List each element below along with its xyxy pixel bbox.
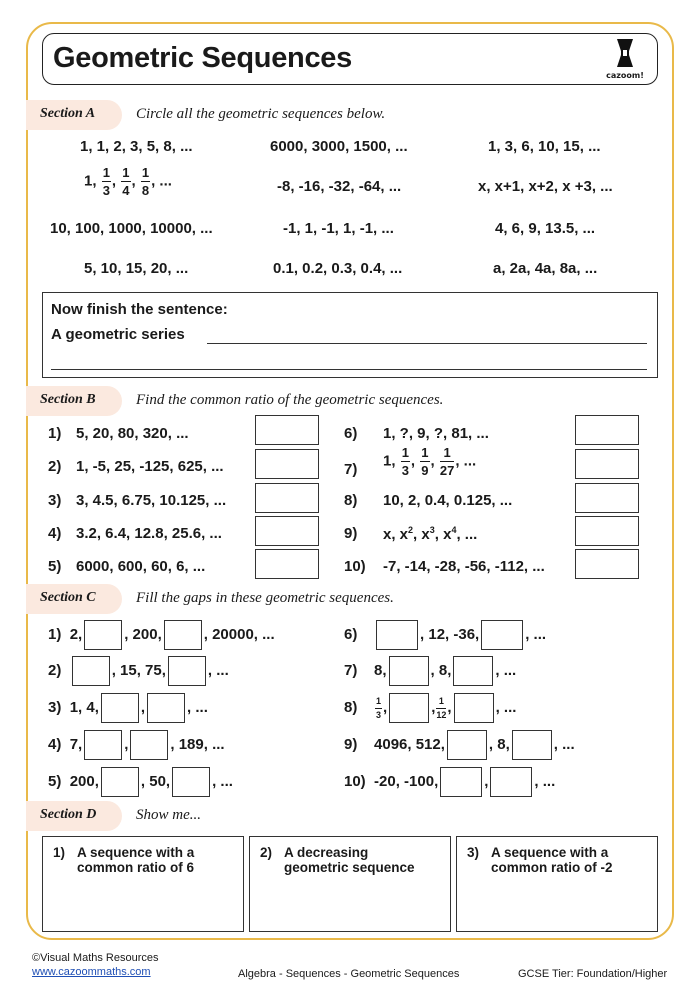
page-border <box>26 22 674 940</box>
section-a-label: Section A <box>40 106 96 121</box>
gap-box[interactable] <box>389 693 429 723</box>
c-q10: 10) -20, -100, , , ... <box>344 767 555 797</box>
seq-a-4-2: 0.1, 0.2, 0.3, 0.4, ... <box>273 260 403 277</box>
b-q8-number: 8) <box>344 492 358 509</box>
gap-box[interactable] <box>453 656 493 686</box>
gap-box[interactable] <box>84 730 122 760</box>
b-q9-sequence: x, $x^2$, $x^3$, $x^4$, ... <box>383 525 478 543</box>
b-q7-sequence: 1, $\frac{1}{3}$ , $\frac{1}{9}$ , $\frac{1}{27}$ , ... <box>383 445 477 478</box>
c-q7: 7) 8, , 8, , ... <box>344 656 516 686</box>
seq-a-4-3: a, 2a, 4a, 8a, ... <box>493 260 598 277</box>
fraction: $\frac{1}{9}$ <box>421 445 429 478</box>
b-q3-answer-box[interactable] <box>255 483 319 513</box>
seq-a-2-2: -8, -16, -32, -64, ... <box>277 178 402 195</box>
b-q10-number: 10) <box>344 558 366 575</box>
fraction: $\frac{1}{3}$ <box>376 695 382 720</box>
show-box-2[interactable]: 2) A decreasing geometric sequence <box>249 836 451 932</box>
c-q3: 3) 1, 4, , , ... <box>48 693 208 723</box>
b-q7-number: 7) <box>344 461 358 478</box>
section-b-tab <box>26 386 122 416</box>
b-q6-number: 6) <box>344 425 358 442</box>
show-prompt-2: A decreasing geometric sequence <box>284 845 415 875</box>
footer-copyright: ©Visual Maths Resources <box>32 952 159 964</box>
fraction: $\frac{1}{3}$ <box>102 165 110 198</box>
b-q10-answer-box[interactable] <box>575 549 639 579</box>
show-box-1[interactable]: 1) A sequence with a common ratio of 6 <box>42 836 244 932</box>
section-d-label: Section D <box>40 807 97 822</box>
footer-tier: GCSE Tier: Foundation/Higher <box>518 968 668 980</box>
seq-a-3-3: 4, 6, 9, 13.5, ... <box>495 220 596 237</box>
gap-box[interactable] <box>164 620 202 650</box>
title-box <box>42 33 658 85</box>
gap-box[interactable] <box>172 767 210 797</box>
c-q1: 1) 2, , 200, , 20000, ... <box>48 620 275 650</box>
b-q3-number: 3) <box>48 492 62 509</box>
gap-box[interactable] <box>512 730 552 760</box>
b-q8-sequence: 10, 2, 0.4, 0.125, ... <box>383 492 513 509</box>
gap-box[interactable] <box>447 730 487 760</box>
c-q6: 6) , 12, -36, , ... <box>344 620 546 650</box>
c-q2: 2) , 15, 75, , ... <box>48 656 229 686</box>
b-q5-answer-box[interactable] <box>255 549 319 579</box>
cazoom-logo <box>605 38 645 80</box>
b-q6-sequence: 1, ?, 9, ?, 81, ... <box>383 425 489 442</box>
gap-box[interactable] <box>101 693 139 723</box>
footer-topic: Algebra - Sequences - Geometric Sequences <box>238 968 460 980</box>
section-c-instruction: Fill the gaps in these geometric sequences. <box>136 590 394 606</box>
seq-a-3-1: 10, 100, 1000, 10000, ... <box>50 220 213 237</box>
section-d-instruction: Show me... <box>136 807 201 823</box>
gap-box[interactable] <box>389 656 429 686</box>
finish-sentence-label: Now finish the sentence: <box>51 301 228 318</box>
section-b-label: Section B <box>40 392 96 407</box>
gap-box[interactable] <box>130 730 168 760</box>
section-d-tab <box>26 801 122 831</box>
c-q5: 5) 200, , 50, , ... <box>48 767 233 797</box>
show-prompt-1: A sequence with a common ratio of 6 <box>77 845 195 875</box>
sentence-box <box>42 292 658 378</box>
gap-box[interactable] <box>147 693 185 723</box>
answer-line-2[interactable] <box>51 369 647 370</box>
footer-url-link[interactable]: www.cazoommaths.com <box>32 966 151 978</box>
b-q2-answer-box[interactable] <box>255 449 319 479</box>
seq-a-2-1: 1, $\frac{1}{3}$ , $\frac{1}{4}$ , $\frac{1}{8}$ , ... <box>84 165 172 198</box>
show-box-3[interactable]: 3) A sequence with a common ratio of -2 <box>456 836 658 932</box>
gap-box[interactable] <box>490 767 532 797</box>
b-q6-answer-box[interactable] <box>575 415 639 445</box>
gap-box[interactable] <box>454 693 494 723</box>
seq-a-4-1: 5, 10, 15, 20, ... <box>84 260 189 277</box>
fraction: $\frac{1}{4}$ <box>122 165 130 198</box>
b-q9-answer-box[interactable] <box>575 516 639 546</box>
gap-box[interactable] <box>84 620 122 650</box>
b-q1-sequence: 5, 20, 80, 320, ... <box>76 425 189 442</box>
gap-box[interactable] <box>481 620 523 650</box>
b-q1-answer-box[interactable] <box>255 415 319 445</box>
answer-line-1[interactable] <box>207 343 647 344</box>
gap-box[interactable] <box>101 767 139 797</box>
b-q2-sequence: 1, -5, 25, -125, 625, ... <box>76 458 224 475</box>
b-q5-sequence: 6000, 600, 60, 6, ... <box>76 558 206 575</box>
fraction: $\frac{1}{8}$ <box>141 165 150 198</box>
fraction: $\frac{1}{12}$ <box>436 695 447 720</box>
b-q5-number: 5) <box>48 558 62 575</box>
logo-icon <box>614 38 636 68</box>
gap-box[interactable] <box>440 767 482 797</box>
gap-box[interactable] <box>376 620 418 650</box>
section-a-tab <box>26 100 122 130</box>
geometric-series-label: A geometric series <box>51 326 185 343</box>
gap-box[interactable] <box>72 656 110 686</box>
b-q7-answer-box[interactable] <box>575 449 639 479</box>
fraction: $\frac{1}{3}$ <box>401 445 409 478</box>
c-q9: 9) 4096, 512, , 8, , ... <box>344 730 575 760</box>
section-c-tab <box>26 584 122 614</box>
b-q2-number: 2) <box>48 458 62 475</box>
b-q9-number: 9) <box>344 525 358 542</box>
b-q3-sequence: 3, 4.5, 6.75, 10.125, ... <box>76 492 227 509</box>
seq-a-1-3: 1, 3, 6, 10, 15, ... <box>488 138 601 155</box>
seq-a-1-2: 6000, 3000, 1500, ... <box>270 138 408 155</box>
seq-a-1-1: 1, 1, 2, 3, 5, 8, ... <box>80 138 193 155</box>
b-q4-number: 4) <box>48 525 62 542</box>
c-q4: 4) 7, , , 189, ... <box>48 730 225 760</box>
logo-text: cazoom! <box>606 71 644 80</box>
seq-a-3-2: -1, 1, -1, 1, -1, ... <box>283 220 394 237</box>
b-q8-answer-box[interactable] <box>575 483 639 513</box>
fraction: $\frac{1}{27}$ <box>439 445 455 478</box>
b-q4-answer-box[interactable] <box>255 516 319 546</box>
b-q10-sequence: -7, -14, -28, -56, -112, ... <box>383 558 545 575</box>
seq-a-2-3: x, x+1, x+2, x +3, ... <box>478 178 613 195</box>
c-q8: 8) $\frac{1}{3}$ , , $\frac{1}{12}$ , , ... <box>344 693 516 723</box>
section-c-label: Section C <box>40 590 96 605</box>
section-a-instruction: Circle all the geometric sequences below. <box>136 106 386 122</box>
page-title: Geometric Sequences <box>53 42 352 74</box>
show-prompt-3: A sequence with a common ratio of -2 <box>491 845 613 875</box>
gap-box[interactable] <box>168 656 206 686</box>
section-b-instruction: Find the common ratio of the geometric sequences. <box>136 392 444 408</box>
b-q4-sequence: 3.2, 6.4, 12.8, 25.6, ... <box>76 525 222 542</box>
b-q1-number: 1) <box>48 425 62 442</box>
